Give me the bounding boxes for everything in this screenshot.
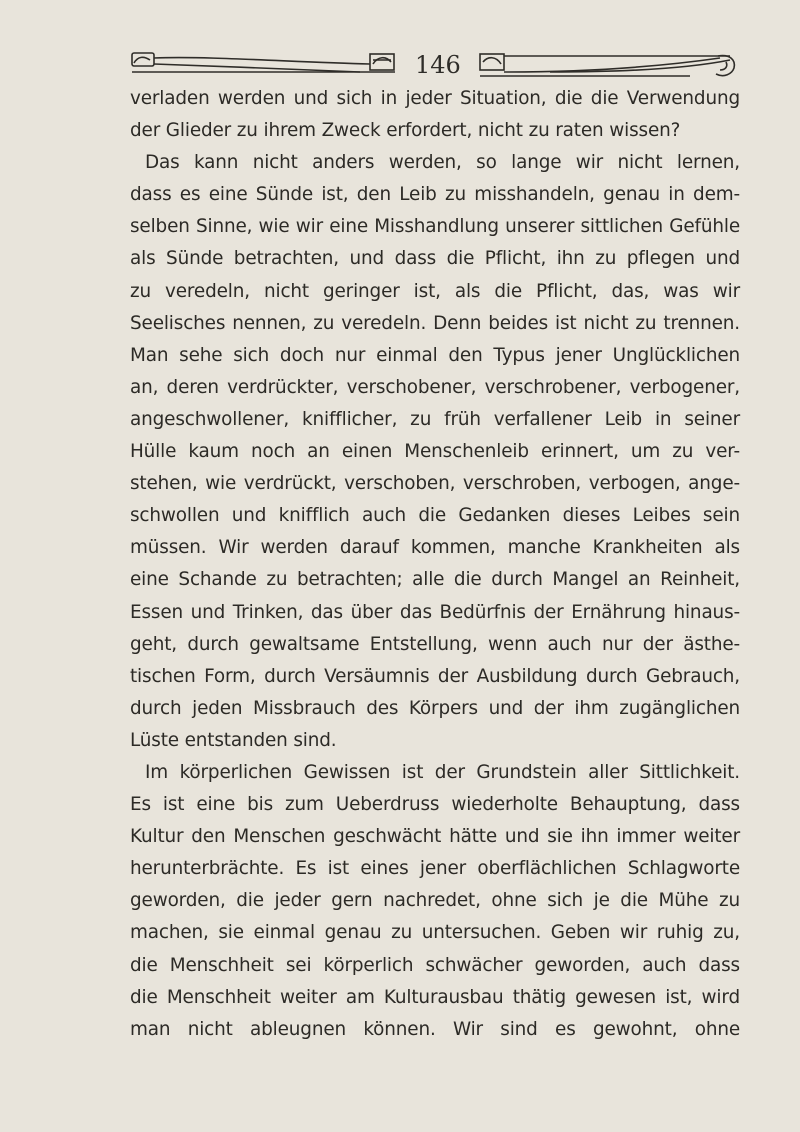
text-line: machen, sie einmal genau zu untersuchen. Geben wir ruhig zu, — [130, 922, 740, 944]
text-line: Es ist eine bis zum Ueberdruss wiederholte Behauptung, dass — [130, 794, 740, 816]
page-number: 146 — [415, 51, 461, 79]
text-line: durch jeden Missbrauch des Körpers und der ihm zugänglichen — [130, 697, 740, 719]
text-line: Im körperlichen Gewissen ist der Grundstein aller Sittlichkeit. — [145, 761, 740, 783]
paragraph-2 — [130, 147, 740, 757]
text-line: schwollen und knifflich auch die Gedanken dieses Leibes sein — [130, 505, 740, 527]
text-line: geworden, die jeder gern nachredet, ohne sich je die Mühe zu — [130, 890, 740, 912]
text-line: Essen und Trinken, das über das Bedürfnis der Ernährung hinaus- — [130, 601, 740, 623]
text-line: Seelisches nennen, zu veredeln. Denn beides ist nicht zu trennen. — [130, 312, 740, 334]
text-line: dass es eine Sünde ist, den Leib zu misshandeln, genau in dem- — [130, 184, 740, 206]
text-line: verladen werden und sich in jeder Situation, die die Verwendung — [130, 88, 740, 109]
text-line: Lüste entstanden sind. — [130, 729, 337, 751]
text-line: geht, durch gewaltsame Entstellung, wenn auch nur der ästhe- — [130, 633, 740, 655]
text-line: herunterbrächte. Es ist eines jener oberflächlichen Schlagworte — [130, 858, 740, 880]
text-line: eine Schande zu betrachten; alle die durch Mangel an Reinheit, — [130, 569, 740, 591]
text-line: an, deren verdrückter, verschobener, verschrobener, verbogener, — [130, 376, 740, 398]
text-line: Kultur den Menschen geschwächt hätte und sie ihn immer weiter — [130, 826, 740, 848]
text-line: als Sünde betrachten, und dass die Pflicht, ihn zu pflegen und — [130, 248, 740, 270]
text-line: Man sehe sich doch nur einmal den Typus jener Unglücklichen — [130, 344, 740, 366]
page-header — [130, 50, 740, 84]
text-line: Hülle kaum noch an einen Menschenleib erinnert, um zu ver- — [130, 441, 740, 463]
body-text — [130, 83, 740, 1046]
text-line: tischen Form, durch Versäumnis der Ausbildung durch Gebrauch, — [130, 665, 740, 687]
text-line: die Menschheit sei körperlich schwächer geworden, auch dass — [130, 954, 740, 976]
text-line: angeschwollener, knifflicher, zu früh verfallener Leib in seiner — [130, 408, 740, 430]
paragraph-1 — [130, 83, 740, 147]
text-line: müssen. Wir werden darauf kommen, manche Krankheiten als — [130, 537, 740, 559]
text-line: der Glieder zu ihrem Zweck erfordert, nicht zu raten wissen? — [130, 120, 681, 142]
text-line: die Menschheit weiter am Kulturausbau thätig gewesen ist, wird — [130, 986, 740, 1008]
text-line: selben Sinne, wie wir eine Misshandlung unserer sittlichen Gefühle — [130, 216, 740, 238]
text-line: zu veredeln, nicht geringer ist, als die Pflicht, das, was wir — [130, 280, 740, 302]
text-line: man nicht ableugnen können. Wir sind es gewohnt, ohne — [130, 1018, 740, 1040]
paragraph-3 — [130, 757, 740, 1046]
text-line: Das kann nicht anders werden, so lange wir nicht lernen, — [145, 152, 740, 174]
text-line: stehen, wie verdrückt, verschoben, verschroben, verbogen, ange- — [130, 473, 740, 495]
